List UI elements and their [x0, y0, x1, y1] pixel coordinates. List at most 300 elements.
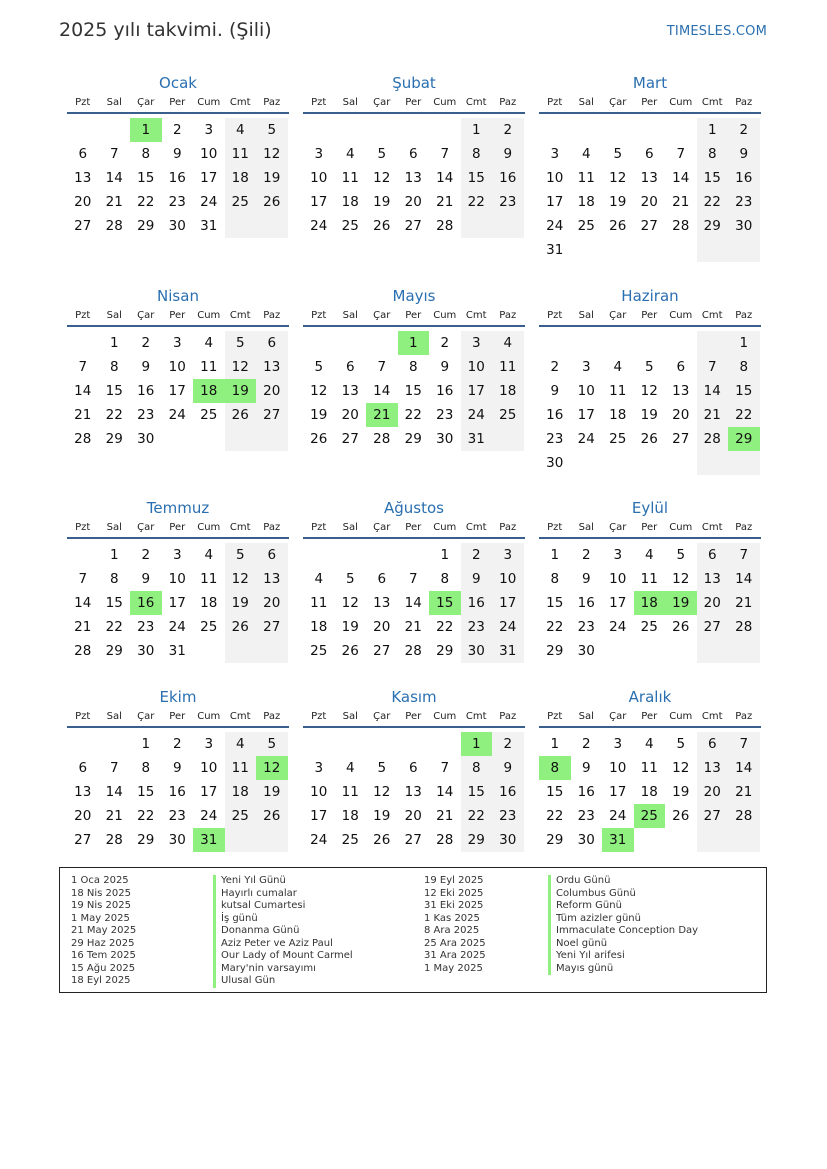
month-name: Aralık [628, 688, 672, 706]
day-cell: 1 [440, 547, 450, 563]
day-cell: 18 [310, 619, 328, 635]
day-cell: 16 [577, 784, 595, 800]
day-cell: 12 [373, 170, 391, 186]
day-cell: 10 [310, 784, 328, 800]
weekday-label: Cmt [229, 522, 251, 533]
day-cell: 7 [109, 760, 119, 776]
holiday-date: 12 Eki 2025 [424, 887, 484, 899]
day-cell: 25 [577, 218, 595, 234]
day-cell: 1 [550, 547, 560, 563]
day-cell: 20 [341, 407, 359, 423]
holiday-day-cell: 25 [634, 804, 666, 828]
weekend-empty-cell [697, 639, 729, 663]
day-cell: 22 [546, 808, 564, 824]
day-cell: 1 [461, 118, 493, 142]
holiday-day-cell: 1 [130, 118, 162, 142]
day-cell: 28 [697, 427, 729, 451]
day-cell: 8 [109, 571, 119, 587]
day-cell: 30 [461, 639, 493, 663]
day-cell: 22 [404, 407, 422, 423]
day-cell: 5 [613, 146, 623, 162]
day-cell: 27 [672, 431, 690, 447]
day-cell: 10 [200, 760, 218, 776]
day-cell: 25 [341, 832, 359, 848]
day-cell: 18 [200, 595, 218, 611]
day-cell: 2 [440, 335, 450, 351]
month-days [539, 539, 761, 663]
day-cell: 4 [314, 571, 324, 587]
weekday-label: Per [641, 711, 658, 722]
day-cell: 16 [168, 170, 186, 186]
day-cell: 9 [550, 383, 560, 399]
weekday-label: Per [169, 522, 186, 533]
day-cell: 24 [168, 619, 186, 635]
day-cell: 24 [546, 218, 564, 234]
holiday-name: Yeni Yıl Günü [213, 875, 353, 888]
weekend-empty-cell [492, 427, 524, 451]
day-cell: 19 [310, 407, 328, 423]
day-cell: 30 [168, 832, 186, 848]
day-cell: 7 [697, 355, 729, 379]
day-cell: 1 [550, 736, 560, 752]
day-cell: 25 [310, 643, 328, 659]
weekday-label: Cum [433, 97, 457, 108]
day-cell: 5 [676, 547, 686, 563]
day-cell: 18 [225, 166, 257, 190]
weekday-header [67, 94, 289, 114]
day-cell: 29 [546, 832, 564, 848]
day-cell: 3 [314, 146, 324, 162]
day-cell: 28 [74, 643, 92, 659]
day-cell: 24 [609, 619, 627, 635]
day-cell: 11 [200, 571, 218, 587]
weekday-label: Çar [609, 711, 627, 722]
holiday-day-cell: 16 [130, 591, 162, 615]
weekday-label: Paz [263, 522, 281, 533]
day-cell: 28 [373, 431, 391, 447]
day-cell: 17 [492, 591, 524, 615]
weekday-label: Per [405, 310, 422, 321]
day-cell: 16 [492, 166, 524, 190]
holiday-day-cell: 1 [461, 732, 493, 756]
day-cell: 29 [404, 431, 422, 447]
day-cell: 27 [74, 218, 92, 234]
day-cell: 4 [345, 146, 355, 162]
day-cell: 5 [676, 736, 686, 752]
day-cell: 8 [440, 571, 450, 587]
weekday-label: Paz [735, 711, 753, 722]
weekday-label: Paz [499, 522, 517, 533]
day-cell: 10 [168, 571, 186, 587]
day-cell: 20 [74, 808, 92, 824]
weekend-empty-cell [256, 639, 288, 663]
weekday-label: Cmt [465, 310, 487, 321]
month-4 [67, 285, 289, 451]
weekend-empty-cell [225, 828, 257, 852]
day-cell: 27 [256, 615, 288, 639]
day-cell: 24 [461, 403, 493, 427]
holiday-name: Our Lady of Mount Carmel [213, 950, 353, 963]
holiday-names-column-2 [548, 875, 698, 975]
month-7 [67, 497, 289, 663]
holiday-date: 16 Tem 2025 [71, 950, 136, 961]
day-cell: 26 [310, 431, 328, 447]
day-cell: 22 [137, 808, 155, 824]
day-cell: 9 [728, 142, 760, 166]
day-cell: 16 [492, 780, 524, 804]
day-cell: 17 [461, 379, 493, 403]
day-cell: 30 [577, 643, 595, 659]
day-cell: 15 [697, 166, 729, 190]
day-cell: 25 [200, 407, 218, 423]
day-cell: 3 [314, 760, 324, 776]
day-cell: 26 [225, 615, 257, 639]
holiday-name: kutsal Cumartesi [213, 900, 353, 913]
weekday-label: Cum [433, 522, 457, 533]
weekday-label: Çar [609, 310, 627, 321]
weekday-label: Cum [669, 711, 693, 722]
day-cell: 31 [461, 427, 493, 451]
weekday-header [67, 708, 289, 728]
day-cell: 17 [577, 407, 595, 423]
day-cell: 24 [577, 431, 595, 447]
weekend-empty-cell [728, 238, 760, 262]
day-cell: 18 [341, 194, 359, 210]
day-cell: 31 [200, 218, 218, 234]
day-cell: 26 [256, 804, 288, 828]
day-cell: 3 [172, 335, 182, 351]
weekday-label: Çar [373, 522, 391, 533]
month-10 [67, 686, 289, 852]
day-cell: 18 [341, 808, 359, 824]
day-cell: 15 [728, 379, 760, 403]
weekday-header [539, 94, 761, 114]
weekend-empty-cell [697, 451, 729, 475]
weekday-label: Pzt [75, 522, 91, 533]
day-cell: 7 [377, 359, 387, 375]
day-cell: 14 [373, 383, 391, 399]
day-cell: 14 [436, 170, 454, 186]
holiday-date: 31 Eki 2025 [424, 900, 484, 911]
day-cell: 16 [137, 383, 155, 399]
day-cell: 8 [550, 571, 560, 587]
day-cell: 20 [672, 407, 690, 423]
day-cell: 9 [581, 760, 591, 776]
holiday-name: Tüm azizler günü [548, 913, 698, 926]
day-cell: 13 [256, 355, 288, 379]
day-cell: 19 [256, 166, 288, 190]
weekend-empty-cell [256, 828, 288, 852]
day-cell: 9 [492, 142, 524, 166]
weekday-label: Paz [499, 97, 517, 108]
day-cell: 21 [728, 591, 760, 615]
day-cell: 9 [141, 359, 151, 375]
weekday-label: Cmt [229, 310, 251, 321]
day-cell: 10 [577, 383, 595, 399]
weekday-label: Pzt [547, 310, 563, 321]
day-cell: 27 [404, 832, 422, 848]
weekday-label: Per [405, 711, 422, 722]
day-cell: 18 [492, 379, 524, 403]
holiday-day-cell: 19 [665, 591, 697, 615]
holiday-day-cell: 18 [634, 591, 666, 615]
weekday-label: Sal [578, 711, 594, 722]
weekday-label: Pzt [547, 522, 563, 533]
holiday-day-cell: 15 [429, 591, 461, 615]
weekday-label: Sal [578, 97, 594, 108]
month-days [67, 728, 289, 852]
weekday-label: Pzt [75, 711, 91, 722]
day-cell: 6 [644, 146, 654, 162]
month-days [303, 728, 525, 852]
weekday-label: Per [169, 310, 186, 321]
day-cell: 28 [728, 615, 760, 639]
day-cell: 4 [492, 331, 524, 355]
day-cell: 6 [256, 331, 288, 355]
day-cell: 29 [137, 832, 155, 848]
day-cell: 25 [341, 218, 359, 234]
day-cell: 11 [609, 383, 627, 399]
day-cell: 11 [225, 756, 257, 780]
holiday-name: Noel günü [548, 938, 698, 951]
day-cell: 17 [168, 383, 186, 399]
site-link[interactable]: TIMESLES.COM [666, 24, 767, 39]
day-cell: 31 [546, 242, 564, 258]
day-cell: 12 [640, 383, 658, 399]
day-cell: 14 [436, 784, 454, 800]
weekday-label: Cmt [701, 310, 723, 321]
day-cell: 24 [609, 808, 627, 824]
month-name: Ekim [159, 688, 197, 706]
day-cell: 27 [697, 615, 729, 639]
day-cell: 29 [436, 643, 454, 659]
day-cell: 21 [436, 808, 454, 824]
day-cell: 27 [373, 643, 391, 659]
day-cell: 27 [404, 218, 422, 234]
holiday-date: 18 Nis 2025 [71, 887, 131, 899]
day-cell: 10 [492, 567, 524, 591]
holiday-date: 29 Haz 2025 [71, 937, 135, 949]
weekday-label: Cum [669, 522, 693, 533]
day-cell: 30 [137, 431, 155, 447]
weekday-label: Sal [106, 310, 122, 321]
month-days [539, 327, 761, 475]
day-cell: 9 [581, 571, 591, 587]
holiday-name: Columbus Günü [548, 888, 698, 901]
weekday-label: Sal [578, 310, 594, 321]
weekend-empty-cell [697, 331, 729, 355]
day-cell: 13 [74, 784, 92, 800]
day-cell: 24 [310, 832, 328, 848]
day-cell: 28 [105, 218, 123, 234]
day-cell: 21 [697, 403, 729, 427]
day-cell: 6 [408, 146, 418, 162]
day-cell: 23 [577, 619, 595, 635]
day-cell: 17 [200, 784, 218, 800]
holiday-list [59, 867, 767, 993]
weekday-label: Cmt [229, 711, 251, 722]
day-cell: 5 [314, 359, 324, 375]
day-cell: 7 [440, 760, 450, 776]
day-cell: 27 [256, 403, 288, 427]
day-cell: 17 [168, 595, 186, 611]
weekday-label: Cmt [701, 711, 723, 722]
month-name: Ağustos [384, 499, 444, 517]
day-cell: 30 [168, 218, 186, 234]
weekday-label: Sal [342, 97, 358, 108]
weekday-label: Cum [197, 97, 221, 108]
day-cell: 3 [172, 547, 182, 563]
day-cell: 23 [492, 804, 524, 828]
day-cell: 7 [78, 359, 88, 375]
day-cell: 29 [105, 431, 123, 447]
weekday-label: Çar [137, 97, 155, 108]
day-cell: 21 [672, 194, 690, 210]
month-days [303, 327, 525, 451]
day-cell: 7 [728, 732, 760, 756]
day-cell: 26 [609, 218, 627, 234]
day-cell: 3 [492, 543, 524, 567]
day-cell: 3 [204, 736, 214, 752]
day-cell: 23 [137, 619, 155, 635]
day-cell: 28 [74, 431, 92, 447]
day-cell: 11 [341, 784, 359, 800]
day-cell: 23 [461, 615, 493, 639]
day-cell: 6 [377, 571, 387, 587]
day-cell: 2 [141, 335, 151, 351]
holiday-day-cell: 8 [539, 756, 571, 780]
day-cell: 20 [697, 591, 729, 615]
day-cell: 10 [310, 170, 328, 186]
day-cell: 22 [105, 407, 123, 423]
weekday-header [303, 708, 525, 728]
weekday-label: Cmt [701, 97, 723, 108]
day-cell: 2 [172, 736, 182, 752]
day-cell: 21 [74, 619, 92, 635]
weekday-label: Çar [609, 522, 627, 533]
day-cell: 5 [644, 359, 654, 375]
weekday-label: Pzt [311, 522, 327, 533]
day-cell: 5 [256, 732, 288, 756]
holiday-name: Immaculate Conception Day [548, 925, 698, 938]
day-cell: 5 [225, 543, 257, 567]
day-cell: 23 [492, 190, 524, 214]
day-cell: 19 [373, 194, 391, 210]
day-cell: 13 [74, 170, 92, 186]
holiday-date: 31 Ara 2025 [424, 950, 486, 961]
weekday-header [539, 519, 761, 539]
day-cell: 15 [546, 784, 564, 800]
weekday-label: Cmt [701, 522, 723, 533]
day-cell: 5 [345, 571, 355, 587]
day-cell: 17 [546, 194, 564, 210]
day-cell: 14 [672, 170, 690, 186]
weekday-label: Pzt [547, 711, 563, 722]
day-cell: 24 [492, 615, 524, 639]
day-cell: 10 [546, 170, 564, 186]
day-cell: 19 [373, 808, 391, 824]
holiday-dates-column-2 [424, 875, 486, 975]
day-cell: 2 [550, 359, 560, 375]
weekday-header [303, 307, 525, 327]
day-cell: 22 [461, 190, 493, 214]
day-cell: 1 [141, 736, 151, 752]
day-cell: 21 [105, 194, 123, 210]
month-3 [539, 72, 761, 262]
day-cell: 3 [461, 331, 493, 355]
day-cell: 20 [640, 194, 658, 210]
day-cell: 25 [492, 403, 524, 427]
day-cell: 21 [728, 780, 760, 804]
weekday-label: Cum [433, 711, 457, 722]
month-name: Haziran [621, 287, 679, 305]
day-cell: 22 [461, 804, 493, 828]
weekday-header [67, 519, 289, 539]
day-cell: 18 [609, 407, 627, 423]
day-cell: 14 [105, 170, 123, 186]
day-cell: 19 [640, 407, 658, 423]
holiday-day-cell: 29 [728, 427, 760, 451]
day-cell: 15 [105, 383, 123, 399]
weekday-label: Cum [197, 711, 221, 722]
weekday-label: Paz [263, 711, 281, 722]
day-cell: 6 [345, 359, 355, 375]
day-cell: 20 [404, 194, 422, 210]
month-8 [303, 497, 525, 663]
weekday-label: Per [405, 522, 422, 533]
day-cell: 23 [137, 407, 155, 423]
day-cell: 3 [550, 146, 560, 162]
day-cell: 20 [373, 619, 391, 635]
weekday-label: Çar [137, 522, 155, 533]
day-cell: 23 [168, 194, 186, 210]
weekday-header [539, 708, 761, 728]
weekday-label: Sal [342, 310, 358, 321]
holiday-date: 19 Nis 2025 [71, 900, 131, 911]
weekday-label: Pzt [311, 310, 327, 321]
weekday-label: Paz [499, 711, 517, 722]
day-cell: 11 [577, 170, 595, 186]
day-cell: 29 [105, 643, 123, 659]
day-cell: 23 [728, 190, 760, 214]
holiday-date: 8 Ara 2025 [424, 925, 480, 936]
day-cell: 2 [581, 736, 591, 752]
weekday-label: Sal [578, 522, 594, 533]
day-cell: 25 [640, 619, 658, 635]
day-cell: 26 [640, 431, 658, 447]
day-cell: 15 [137, 170, 155, 186]
day-cell: 30 [137, 643, 155, 659]
day-cell: 26 [373, 832, 391, 848]
holiday-name: Yeni Yıl arifesi [548, 950, 698, 963]
month-days [303, 539, 525, 663]
day-cell: 8 [109, 359, 119, 375]
day-cell: 12 [341, 595, 359, 611]
weekday-label: Per [641, 310, 658, 321]
day-cell: 12 [225, 567, 257, 591]
weekend-empty-cell [728, 828, 760, 852]
day-cell: 12 [672, 571, 690, 587]
holiday-day-cell: 31 [193, 828, 225, 852]
holiday-date: 15 Ağu 2025 [71, 962, 136, 974]
day-cell: 1 [109, 547, 119, 563]
day-cell: 9 [141, 571, 151, 587]
day-cell: 10 [200, 146, 218, 162]
weekday-label: Cum [669, 310, 693, 321]
weekday-label: Cum [433, 310, 457, 321]
day-cell: 29 [461, 828, 493, 852]
weekday-label: Pzt [75, 310, 91, 321]
